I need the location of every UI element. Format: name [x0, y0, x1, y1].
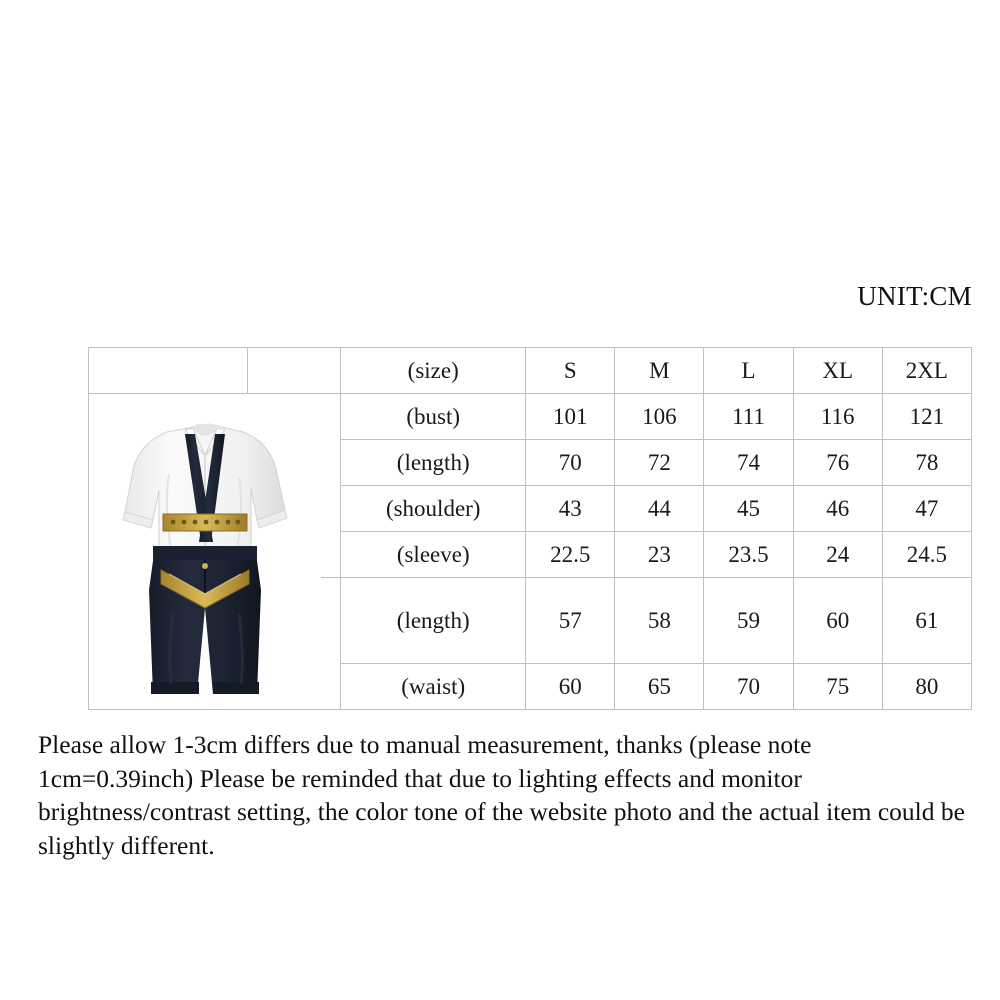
cell-waist-l: 70: [704, 664, 793, 710]
measure-label-top-length: (length): [341, 440, 526, 486]
cell-pant-length-m: 58: [615, 578, 704, 664]
cell-shoulder-m: 44: [615, 486, 704, 532]
column-header-2xl: 2XL: [882, 348, 971, 394]
column-header-l: L: [704, 348, 793, 394]
cell-bust-2xl: 121: [882, 394, 971, 440]
cell-shoulder-2xl: 47: [882, 486, 971, 532]
measure-label-bust: (bust): [341, 394, 526, 440]
cell-top-length-2xl: 78: [882, 440, 971, 486]
unit-label: UNIT:CM: [857, 281, 972, 311]
cell-top-length-m: 72: [615, 440, 704, 486]
header-blank-image: [89, 348, 248, 394]
cell-bust-s: 101: [526, 394, 615, 440]
cell-shoulder-s: 43: [526, 486, 615, 532]
measure-label-sleeve: (sleeve): [341, 532, 526, 578]
measure-label-pant-length: (length): [341, 578, 526, 664]
cell-top-length-l: 74: [704, 440, 793, 486]
cell-sleeve-m: 23: [615, 532, 704, 578]
cell-bust-xl: 116: [793, 394, 882, 440]
cell-pant-length-xl: 60: [793, 578, 882, 664]
cell-pant-length-2xl: 61: [882, 578, 971, 664]
column-header-m: M: [615, 348, 704, 394]
cell-sleeve-l: 23.5: [704, 532, 793, 578]
lederhosen-outfit-illustration: [89, 394, 321, 709]
cell-sleeve-s: 22.5: [526, 532, 615, 578]
column-header-xl: XL: [793, 348, 882, 394]
cell-waist-xl: 75: [793, 664, 882, 710]
measure-label-shoulder: (shoulder): [341, 486, 526, 532]
cell-bust-m: 106: [615, 394, 704, 440]
column-header-s: S: [526, 348, 615, 394]
column-header-size: (size): [341, 348, 526, 394]
cell-sleeve-2xl: 24.5: [882, 532, 971, 578]
cell-top-length-s: 70: [526, 440, 615, 486]
cell-waist-m: 65: [615, 664, 704, 710]
cell-bust-l: 111: [704, 394, 793, 440]
header-blank-group: [247, 348, 341, 394]
table-header-row: [89, 348, 972, 394]
product-illustration-cell: [89, 394, 248, 710]
cell-sleeve-xl: 24: [793, 532, 882, 578]
cell-pant-length-s: 57: [526, 578, 615, 664]
table-row: [89, 394, 972, 440]
cell-shoulder-xl: 46: [793, 486, 882, 532]
measure-label-waist: (waist): [341, 664, 526, 710]
cell-shoulder-l: 45: [704, 486, 793, 532]
cell-waist-2xl: 80: [882, 664, 971, 710]
cell-waist-s: 60: [526, 664, 615, 710]
measurement-disclaimer-note: Please allow 1-3cm differs due to manual measurement, thanks (please note 1cm=0.39inch) Please be reminded that due to lighting effects and monitor brightness/contrast setting, the color tone of the website photo and the actual item could be slightly different.: [38, 730, 965, 860]
cell-top-length-xl: 76: [793, 440, 882, 486]
size-chart-table-wrapper: [88, 347, 972, 710]
size-chart-table: [88, 347, 972, 710]
cell-pant-length-l: 59: [704, 578, 793, 664]
